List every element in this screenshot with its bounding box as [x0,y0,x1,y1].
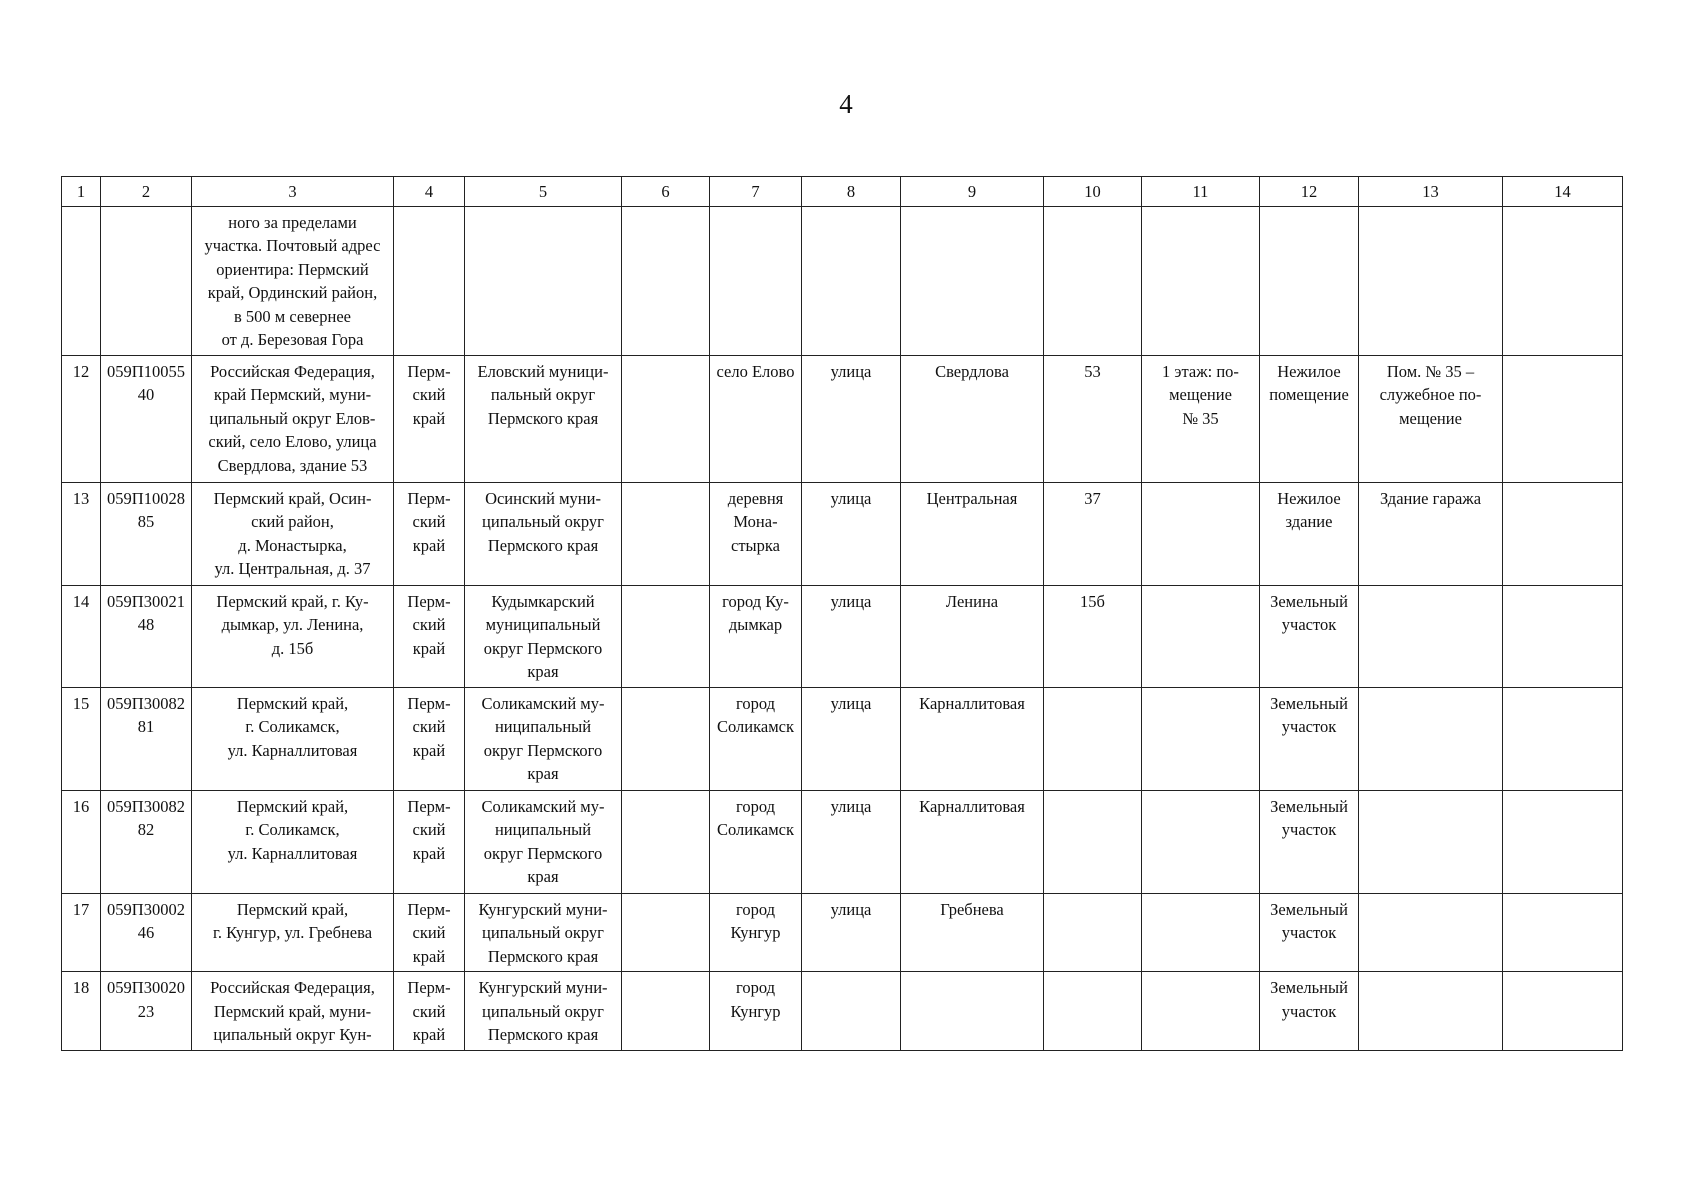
cell-object-name [1359,790,1503,893]
cell-object-type [1260,206,1359,355]
cell-row-number: 13 [62,482,101,585]
cell-registry-number: 059П30021 48 [101,585,192,687]
cell-object-type: Нежилое здание [1260,482,1359,585]
cell-municipality: Соликамский му- ниципальный округ Пермского края [465,790,622,893]
cell-street-name: Карналлитовая [901,687,1044,790]
table-row [62,687,1623,790]
cell-settlement: город Кунгур [710,972,802,1051]
cell-settlement: село Елово [710,355,802,482]
cell-building-number: 37 [1044,482,1142,585]
cell-settlement: деревня Мона- стырка [710,482,802,585]
cell-col6 [622,206,710,355]
column-number-13: 13 [1359,177,1503,207]
cell-object-name [1359,585,1503,687]
cell-street-name [901,206,1044,355]
cell-address: ного за пределами участка. Почтовый адрес ориентира: Пермский край, Ординский район, в 500 м севернее от д. Березовая Гора [192,206,394,355]
column-number-14: 14 [1503,177,1623,207]
cell-street-type: улица [802,585,901,687]
cell-building-number: 15б [1044,585,1142,687]
cell-object-type: Земельный участок [1260,893,1359,972]
cell-registry-number: 059П10055 40 [101,355,192,482]
cell-col14 [1503,790,1623,893]
cell-settlement: город Соликамск [710,687,802,790]
cell-street-name [901,972,1044,1051]
cell-street-type: улица [802,687,901,790]
cell-col6 [622,687,710,790]
cell-object-name: Пом. № 35 – служебное по- мещение [1359,355,1503,482]
cell-municipality: Еловский муници- пальный округ Пермского края [465,355,622,482]
cell-municipality: Осинский муни- ципальный округ Пермского края [465,482,622,585]
cell-street-type: улица [802,790,901,893]
column-number-9: 9 [901,177,1044,207]
cell-object-name [1359,972,1503,1051]
cell-row-number: 16 [62,790,101,893]
cell-col14 [1503,355,1623,482]
cell-region: Перм- ский край [394,972,465,1051]
table-row [62,355,1623,482]
cell-building-number [1044,687,1142,790]
table-row [62,585,1623,687]
cell-premises [1142,206,1260,355]
cell-row-number: 15 [62,687,101,790]
cell-region: Перм- ский край [394,355,465,482]
cell-premises [1142,893,1260,972]
cell-object-type: Земельный участок [1260,687,1359,790]
cell-address: Пермский край, г. Кунгур, ул. Гребнева [192,893,394,972]
table-row [62,972,1623,1051]
cell-street-type: улица [802,482,901,585]
cell-registry-number: 059П30002 46 [101,893,192,972]
cell-municipality: Кудымкарский муниципальный округ Пермского края [465,585,622,687]
table-body [62,206,1623,1050]
cell-region [394,206,465,355]
cell-address: Пермский край, г. Соликамск, ул. Карналлитовая [192,687,394,790]
cell-premises [1142,687,1260,790]
cell-building-number [1044,972,1142,1051]
cell-region: Перм- ский край [394,893,465,972]
table-header [62,177,1623,207]
cell-building-number [1044,206,1142,355]
cell-col6 [622,585,710,687]
cell-col6 [622,790,710,893]
cell-street-name: Центральная [901,482,1044,585]
cell-col6 [622,482,710,585]
cell-col14 [1503,687,1623,790]
cell-address: Пермский край, г. Соликамск, ул. Карналлитовая [192,790,394,893]
cell-col6 [622,893,710,972]
cell-address: Пермский край, г. Ку- дымкар, ул. Ленина, д. 15б [192,585,394,687]
column-number-5: 5 [465,177,622,207]
table-row [62,206,1623,355]
cell-region: Перм- ский край [394,585,465,687]
cell-col6 [622,355,710,482]
cell-registry-number: 059П30082 82 [101,790,192,893]
cell-row-number: 12 [62,355,101,482]
cell-street-type: улица [802,893,901,972]
cell-premises: 1 этаж: по- мещение № 35 [1142,355,1260,482]
table-row [62,790,1623,893]
cell-settlement [710,206,802,355]
cell-street-name: Ленина [901,585,1044,687]
column-number-2: 2 [101,177,192,207]
cell-address: Российская Федерация, край Пермский, муни- ципальный округ Елов- ский, село Елово, улица Свердлова, здание 53 [192,355,394,482]
cell-col14 [1503,482,1623,585]
cell-street-name: Карналлитовая [901,790,1044,893]
cell-row-number [62,206,101,355]
cell-registry-number: 059П10028 85 [101,482,192,585]
cell-street-type [802,972,901,1051]
column-number-1: 1 [62,177,101,207]
cell-object-type: Земельный участок [1260,790,1359,893]
cell-premises [1142,972,1260,1051]
cell-municipality [465,206,622,355]
cell-premises [1142,482,1260,585]
cell-col6 [622,972,710,1051]
cell-object-name [1359,893,1503,972]
cell-building-number: 53 [1044,355,1142,482]
table-row [62,893,1623,972]
cell-col14 [1503,585,1623,687]
cell-row-number: 17 [62,893,101,972]
cell-region: Перм- ский край [394,482,465,585]
cell-region: Перм- ский край [394,687,465,790]
cell-object-type: Земельный участок [1260,972,1359,1051]
cell-row-number: 18 [62,972,101,1051]
cell-col14 [1503,893,1623,972]
cell-settlement: город Ку- дымкар [710,585,802,687]
cell-street-name: Свердлова [901,355,1044,482]
column-number-11: 11 [1142,177,1260,207]
column-number-12: 12 [1260,177,1359,207]
cell-settlement: город Кунгур [710,893,802,972]
cell-municipality: Соликамский му- ниципальный округ Пермского края [465,687,622,790]
cell-street-type [802,206,901,355]
column-number-8: 8 [802,177,901,207]
cell-street-name: Гребнева [901,893,1044,972]
cell-object-type: Земельный участок [1260,585,1359,687]
property-registry-table [61,176,1623,1051]
page-number: 4 [839,89,853,119]
cell-municipality: Кунгурский муни- ципальный округ Пермского края [465,972,622,1051]
column-number-6: 6 [622,177,710,207]
table-row [62,482,1623,585]
cell-address: Пермский край, Осин- ский район, д. Монастырка, ул. Центральная, д. 37 [192,482,394,585]
cell-building-number [1044,790,1142,893]
cell-building-number [1044,893,1142,972]
cell-object-name: Здание гаража [1359,482,1503,585]
cell-premises [1142,790,1260,893]
cell-municipality: Кунгурский муни- ципальный округ Пермского края [465,893,622,972]
column-number-3: 3 [192,177,394,207]
cell-address: Российская Федерация, Пермский край, муни- ципальный округ Кун- [192,972,394,1051]
cell-row-number: 14 [62,585,101,687]
column-number-row [62,177,1623,207]
cell-settlement: город Соликамск [710,790,802,893]
cell-object-name [1359,206,1503,355]
cell-registry-number [101,206,192,355]
cell-street-type: улица [802,355,901,482]
cell-object-name [1359,687,1503,790]
column-number-7: 7 [710,177,802,207]
cell-registry-number: 059П30082 81 [101,687,192,790]
cell-registry-number: 059П30020 23 [101,972,192,1051]
cell-object-type: Нежилое помещение [1260,355,1359,482]
column-number-4: 4 [394,177,465,207]
cell-region: Перм- ский край [394,790,465,893]
cell-col14 [1503,206,1623,355]
cell-col14 [1503,972,1623,1051]
column-number-10: 10 [1044,177,1142,207]
cell-premises [1142,585,1260,687]
